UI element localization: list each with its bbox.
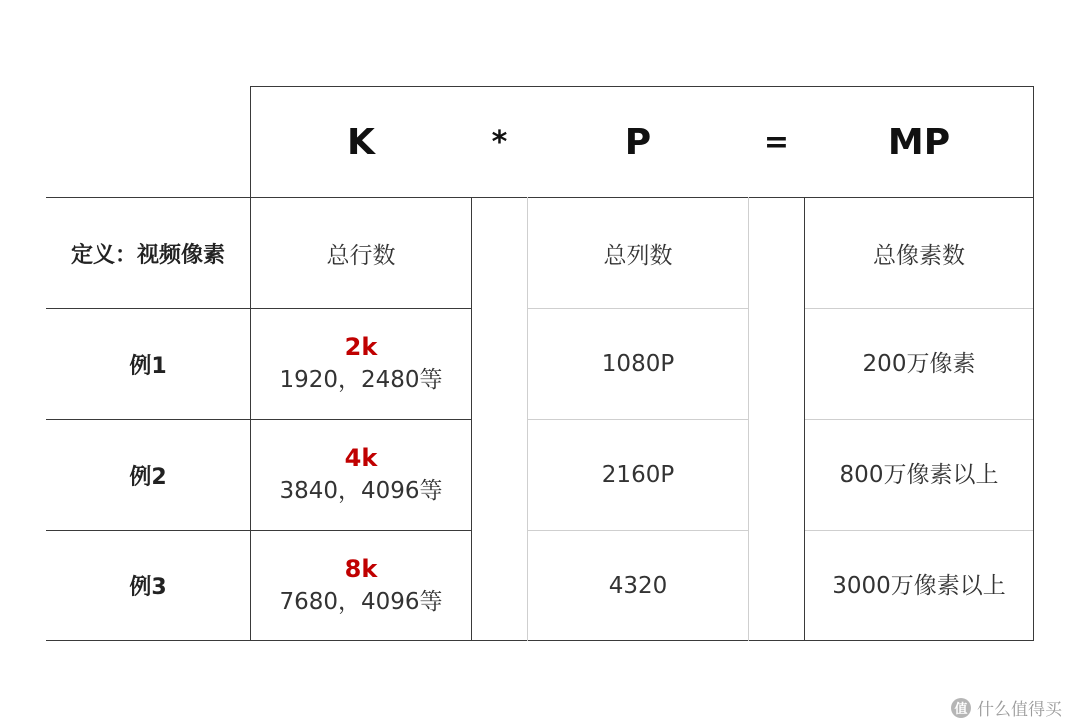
mp-value: 800万像素以上 bbox=[839, 462, 999, 488]
watermark-text: 什么值得买 bbox=[977, 700, 1062, 720]
formula-times: * bbox=[491, 124, 508, 160]
row-label: 例3 bbox=[129, 575, 167, 600]
column-header-p: 总列数 bbox=[603, 242, 673, 269]
p-value: 4320 bbox=[608, 572, 668, 599]
table-right-border bbox=[1033, 86, 1034, 641]
k-highlight: 4k bbox=[344, 444, 378, 472]
formula-k: K bbox=[347, 121, 375, 163]
definition-label: 定义：视频像素 bbox=[70, 242, 225, 268]
p-value: 1080P bbox=[601, 351, 675, 377]
k-values: 7680，4096等 bbox=[279, 588, 443, 615]
zhidemai-logo-icon: 值 bbox=[951, 698, 971, 718]
row-label: 例1 bbox=[129, 353, 167, 379]
mp-value: 200万像素 bbox=[862, 351, 976, 377]
k-value-cell bbox=[251, 531, 471, 640]
k-highlight: 2k bbox=[344, 333, 378, 361]
col-divider bbox=[748, 197, 749, 641]
table-bottom-border bbox=[46, 640, 1034, 641]
k-values: 1920，2480等 bbox=[279, 367, 443, 393]
column-header-k: 总行数 bbox=[326, 242, 396, 269]
row-label: 例2 bbox=[129, 464, 167, 490]
watermark bbox=[951, 695, 1062, 720]
k-value-cell bbox=[251, 420, 471, 530]
formula-mp: MP bbox=[887, 121, 951, 163]
p-value: 2160P bbox=[601, 462, 675, 488]
k-highlight: 8k bbox=[344, 554, 378, 583]
k-values: 3840，4096等 bbox=[279, 478, 443, 504]
mp-value: 3000万像素以上 bbox=[832, 572, 1006, 599]
formula-p: P bbox=[624, 121, 652, 163]
k-value-cell bbox=[251, 309, 471, 419]
formula-equals: = bbox=[763, 124, 790, 160]
col-divider bbox=[471, 197, 472, 641]
column-header-mp: 总像素数 bbox=[873, 242, 965, 269]
